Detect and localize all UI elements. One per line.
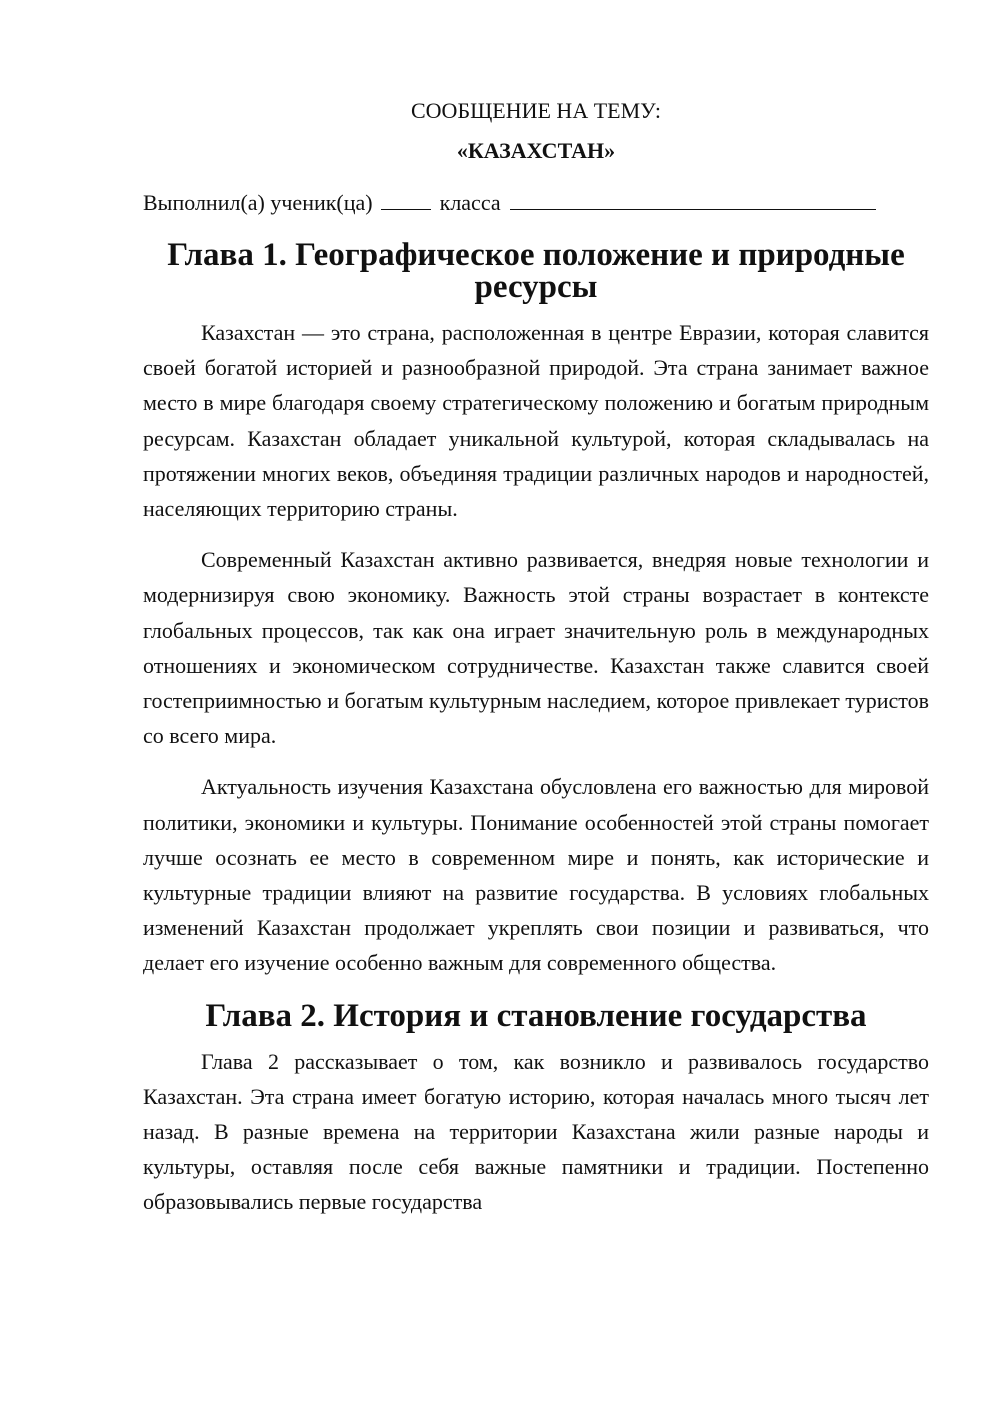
document-page bbox=[143, 95, 929, 1220]
chapter-1-heading: Глава 1. Географическое положение и природные ресурсы bbox=[167, 237, 905, 305]
document-topic: «КАЗАХСТАН» bbox=[456, 138, 616, 163]
chapter-2-paragraph-1: Глава 2 рассказывает о том, как возникло и развивалось государство Казахстан. Эта страна имеет богатую историю, которая началась много тысяч лет назад. В разные времена на территории Казахстана жили разные народы и культуры, оставляя после себя важные памятники и традиции. Постепенно образовывались первые государства bbox=[143, 1048, 929, 1215]
author-line bbox=[143, 187, 929, 219]
class-label: класса bbox=[439, 190, 501, 215]
author-prefix: Выполнил(а) ученик(ца) bbox=[143, 190, 373, 215]
chapter-1-paragraph-3: Актуальность изучения Казахстана обусловлена его важностью для мировой политики, экономики и культуры. Понимание особенностей этой страны помогает лучше осознать ее место в современном мире и понять, как исторические и культурные традиции влияют на развитие государства. В условиях глобальных изменений Казахстан продолжает укреплять свои позиции и развиваться, что делает его изучение особенно важным для современного общества. bbox=[143, 774, 929, 976]
chapter-2-heading: Глава 2. История и становление государства bbox=[205, 997, 867, 1034]
document-title: СООБЩЕНИЕ НА ТЕМУ: bbox=[411, 98, 661, 123]
chapter-1-paragraph-1: Казахстан — это страна, расположенная в центре Евразии, которая славится своей богатой историей и разнообразной природой. Эта страна занимает важное место в мире благодаря своему стратегическому положению и богатым природным ресурсам. Казахстан обладает уникальной культурой, которая складывалась на протяжении многих веков, объединяя традиции различных народов и народностей, населяющих территорию страны. bbox=[143, 320, 929, 522]
name-blank bbox=[510, 189, 876, 210]
grade-blank bbox=[381, 189, 431, 210]
chapter-1-paragraph-2: Современный Казахстан активно развивается, внедряя новые технологии и модернизируя свою экономику. Важность этой страны возрастает в контексте глобальных процессов, так как она играет значительную роль в международных отношениях и экономическом сотрудничестве. Казахстан также славится своей гостеприимностью и богатым культурным наследием, которое привлекает туристов со всего мира. bbox=[143, 547, 929, 749]
